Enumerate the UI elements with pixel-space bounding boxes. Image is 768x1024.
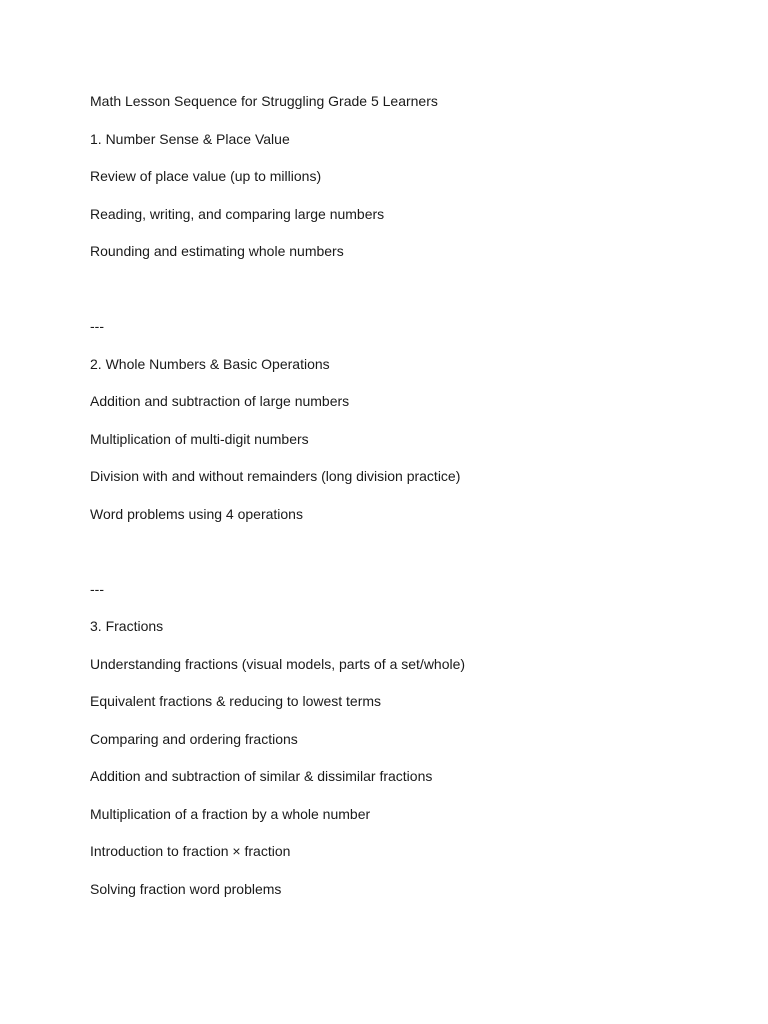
- list-item: Comparing and ordering fractions: [90, 730, 298, 747]
- list-item: Introduction to fraction × fraction: [90, 843, 291, 859]
- section-heading-2: 2. Whole Numbers & Basic Operations: [90, 355, 330, 372]
- blank-line: [90, 280, 730, 318]
- list-item: Equivalent fractions & reducing to lowest terms: [90, 693, 382, 709]
- list-item: Rounding and estimating whole numbers: [90, 243, 344, 259]
- list-item: Addition and subtraction of large numbers: [90, 393, 350, 409]
- list-item: Word problems using 4 operations: [90, 505, 303, 522]
- list-item: Multiplication of multi-digit numbers: [90, 430, 309, 447]
- list-item: Division with and without remainders (long division practice): [90, 468, 461, 484]
- list-item: Review of place value (up to millions): [90, 168, 322, 184]
- list-item: Understanding fractions (visual models, parts of a set/whole): [90, 655, 466, 672]
- list-item: Reading, writing, and comparing large numbers: [90, 205, 385, 222]
- section-separator: ---: [90, 580, 104, 597]
- list-item: Solving fraction word problems: [90, 880, 282, 897]
- document-title: Math Lesson Sequence for Struggling Grade 5 Learners: [90, 93, 438, 109]
- section-heading-1: 1. Number Sense & Place Value: [90, 130, 290, 147]
- list-item: Multiplication of a fraction by a whole number: [90, 805, 371, 822]
- document-page: [90, 92, 730, 917]
- section-heading-3: 3. Fractions: [90, 618, 164, 634]
- list-item: Addition and subtraction of similar & dissimilar fractions: [90, 768, 433, 784]
- section-separator: ---: [90, 318, 104, 334]
- blank-line: [90, 542, 730, 580]
